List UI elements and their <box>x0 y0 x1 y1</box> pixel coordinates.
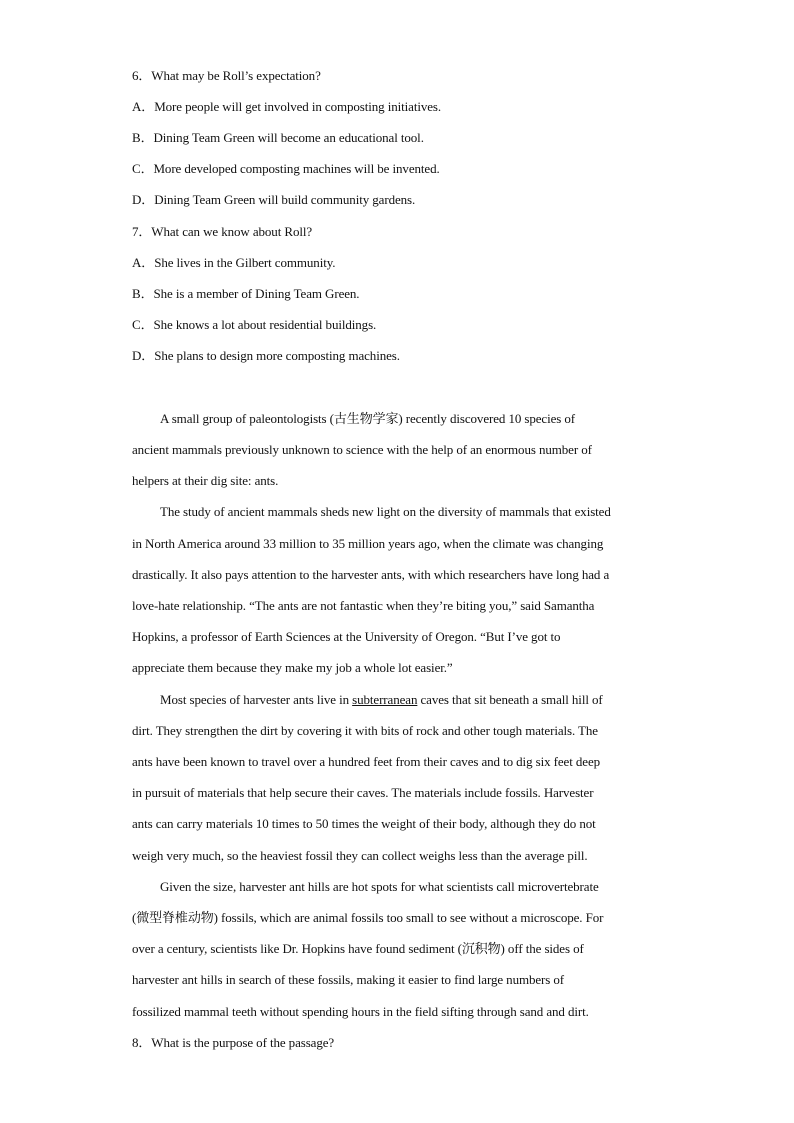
passage-line <box>160 692 603 708</box>
underlined-word: subterranean <box>352 692 418 707</box>
option-6a: A．More people will get involved in composting initiatives. <box>132 99 442 114</box>
option-6c: C．More developed composting machines will be invented. <box>132 161 440 176</box>
passage-line: Given the size, harvester ant hills are hot spots for what scientists call microvertebrate <box>160 879 599 894</box>
passage-line: ants can carry materials 10 times to 50 times the weight of their body, although they do not <box>132 816 596 831</box>
option-7d: D．She plans to design more composting machines. <box>132 348 400 363</box>
option-7b: B．She is a member of Dining Team Green. <box>132 286 360 301</box>
option-6b: B．Dining Team Green will become an educational tool. <box>132 130 424 145</box>
option-7c: C．She knows a lot about residential buildings. <box>132 317 377 332</box>
passage-line: dirt. They strengthen the dirt by covering it with bits of rock and other tough materials. The <box>132 723 598 738</box>
passage-line: ants have been known to travel over a hundred feet from their caves and to dig six feet deep <box>132 754 601 769</box>
passage-line: drastically. It also pays attention to the harvester ants, with which researchers have long had a <box>132 567 610 582</box>
passage-line: in pursuit of materials that help secure their caves. The materials include fossils. Harvester <box>132 785 594 800</box>
passage-line: love-hate relationship. “The ants are not fantastic when they’re biting you,” said Samantha <box>132 598 595 613</box>
passage-text: caves that sit beneath a small hill of <box>417 692 603 707</box>
passage-line: fossilized mammal teeth without spending hours in the field sifting through sand and dirt. <box>132 1004 589 1019</box>
passage-line: appreciate them because they make my job a whole lot easier.” <box>132 660 453 675</box>
passage-line: (微型脊椎动物) fossils, which are animal fossils too small to see without a microscope. For <box>132 910 604 925</box>
passage-line: A small group of paleontologists (古生物学家) recently discovered 10 species of <box>160 411 576 426</box>
passage-line: Hopkins, a professor of Earth Sciences at the University of Oregon. “But I’ve got to <box>132 629 561 644</box>
passage-line: over a century, scientists like Dr. Hopkins have found sediment (沉积物) off the sides of <box>132 941 584 956</box>
option-6d: D．Dining Team Green will build community gardens. <box>132 192 416 207</box>
question-6: 6．What may be Roll’s expectation? <box>132 68 321 83</box>
passage-line: helpers at their dig site: ants. <box>132 473 279 488</box>
passage-line: ancient mammals previously unknown to science with the help of an enormous number of <box>132 442 592 457</box>
question-7: 7．What can we know about Roll? <box>132 224 313 239</box>
passage-line: weigh very much, so the heaviest fossil they can collect weighs less than the average pill. <box>132 848 588 863</box>
passage-line: in North America around 33 million to 35 million years ago, when the climate was changing <box>132 536 604 551</box>
passage-line: harvester ant hills in search of these fossils, making it easier to find large numbers of <box>132 972 565 987</box>
passage-line: The study of ancient mammals sheds new light on the diversity of mammals that existed <box>160 504 611 519</box>
question-8: 8．What is the purpose of the passage? <box>132 1035 335 1050</box>
passage-text: Most species of harvester ants live in <box>160 692 353 707</box>
option-7a: A．She lives in the Gilbert community. <box>132 255 336 270</box>
